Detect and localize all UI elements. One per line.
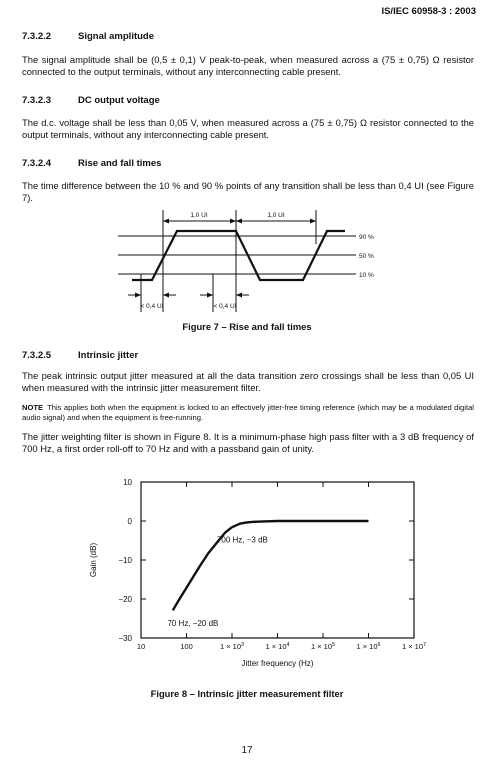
x-tick-label: $1 \times 10^4$ xyxy=(265,642,290,651)
level-10-label: 10 % xyxy=(359,272,374,279)
x-tick-label: $1 \times 10^6$ xyxy=(356,642,381,651)
figure-7-caption: Figure 7 – Rise and fall times xyxy=(182,321,312,332)
y-tick-label: 0 xyxy=(127,517,132,526)
section-title: Signal amplitude xyxy=(78,31,155,42)
section-heading-7-3-2-3 xyxy=(22,95,160,106)
plot-frame xyxy=(141,482,414,638)
annotation-3db: 700 Hz, −3 dB xyxy=(216,535,268,545)
y-tick-label: −20 xyxy=(118,595,132,604)
dim-label-bottom-1: < 0,4 UI xyxy=(140,303,164,310)
note-text: This applies both when the equipment is locked to an effectively jitter-free timing reference (which may be a modulated digital audio signal) and when the equipment is free-running. xyxy=(22,403,474,423)
figure-7-diagram xyxy=(0,204,494,316)
x-axis-label: Jitter frequency (Hz) xyxy=(241,659,314,668)
section-number: 7.3.2.5 xyxy=(22,350,52,361)
filter-response-line xyxy=(173,521,369,610)
section-title: Rise and fall times xyxy=(78,158,162,169)
section-title: DC output voltage xyxy=(78,95,160,106)
document-header: IS/IEC 60958-3 : 2003 xyxy=(381,6,476,17)
rise-fall-text: The time difference between the 10 % and 90 % points of any transition shall be less than 0,4 UI (see Figure 7). xyxy=(22,180,474,204)
signal-amplitude-text: The signal amplitude shall be (0,5 ± 0,1) V peak-to-peak, when measured across a (75 ± 0,75) Ω resistor connected to the output terminals, without any interconnecting cable present. xyxy=(22,54,474,78)
y-tick-label: −30 xyxy=(118,634,132,643)
section-heading-7-3-2-4 xyxy=(22,158,161,169)
annotation-20db: 70 Hz, −20 dB xyxy=(167,619,219,628)
x-tick-label: $1 \times 10^3$ xyxy=(219,642,245,651)
level-50-label: 50 % xyxy=(359,253,374,260)
level-90-label: 90 % xyxy=(359,234,374,241)
dim-label-top-2: 1,0 UI xyxy=(267,212,285,219)
x-tick-label: 10 xyxy=(136,642,146,651)
section-heading-7-3-2-5 xyxy=(22,350,138,361)
y-tick-label: −10 xyxy=(118,556,132,565)
section-title: Intrinsic jitter xyxy=(78,350,139,361)
dim-label-top-1: 1,0 UI xyxy=(190,212,208,219)
dc-output-text: The d.c. voltage shall be less than 0,05 V, when measured across a (75 ± 0,75) Ω resistor connected to the output terminals, without any interconnecting cable present. xyxy=(22,117,474,141)
x-tick-label: $1 \times 10^7$ xyxy=(401,642,427,651)
x-tick-label: $1 \times 10^5$ xyxy=(310,642,336,651)
page-number: 17 xyxy=(241,745,253,756)
section-number: 7.3.2.3 xyxy=(22,95,52,106)
jitter-filter-text: The jitter weighting filter is shown in Figure 8. It is a minimum-phase high pass filter with a 3 dB frequency of 700 Hz, a first order roll-off to 70 Hz and with a passband gain of unity. xyxy=(22,431,474,455)
x-tick-label: 100 xyxy=(180,642,193,651)
section-number: 7.3.2.4 xyxy=(22,158,52,169)
section-number: 7.3.2.2 xyxy=(22,31,52,42)
figure-8-chart xyxy=(0,470,494,680)
intrinsic-jitter-text: The peak intrinsic output jitter measured at all the data transition zero crossings shall be less than 0,05 UI when measured with the intrinsic jitter measurement filter. xyxy=(22,370,474,394)
note-label: NOTE xyxy=(22,403,44,412)
note xyxy=(22,403,474,424)
dim-label-bottom-2: < 0,4 UI xyxy=(213,303,237,310)
section-heading-7-3-2-2 xyxy=(22,31,154,42)
y-tick-label: 10 xyxy=(123,478,132,487)
figure-8-caption: Figure 8 – Intrinsic jitter measurement filter xyxy=(150,688,344,699)
y-axis-label: Gain (dB) xyxy=(89,542,98,578)
